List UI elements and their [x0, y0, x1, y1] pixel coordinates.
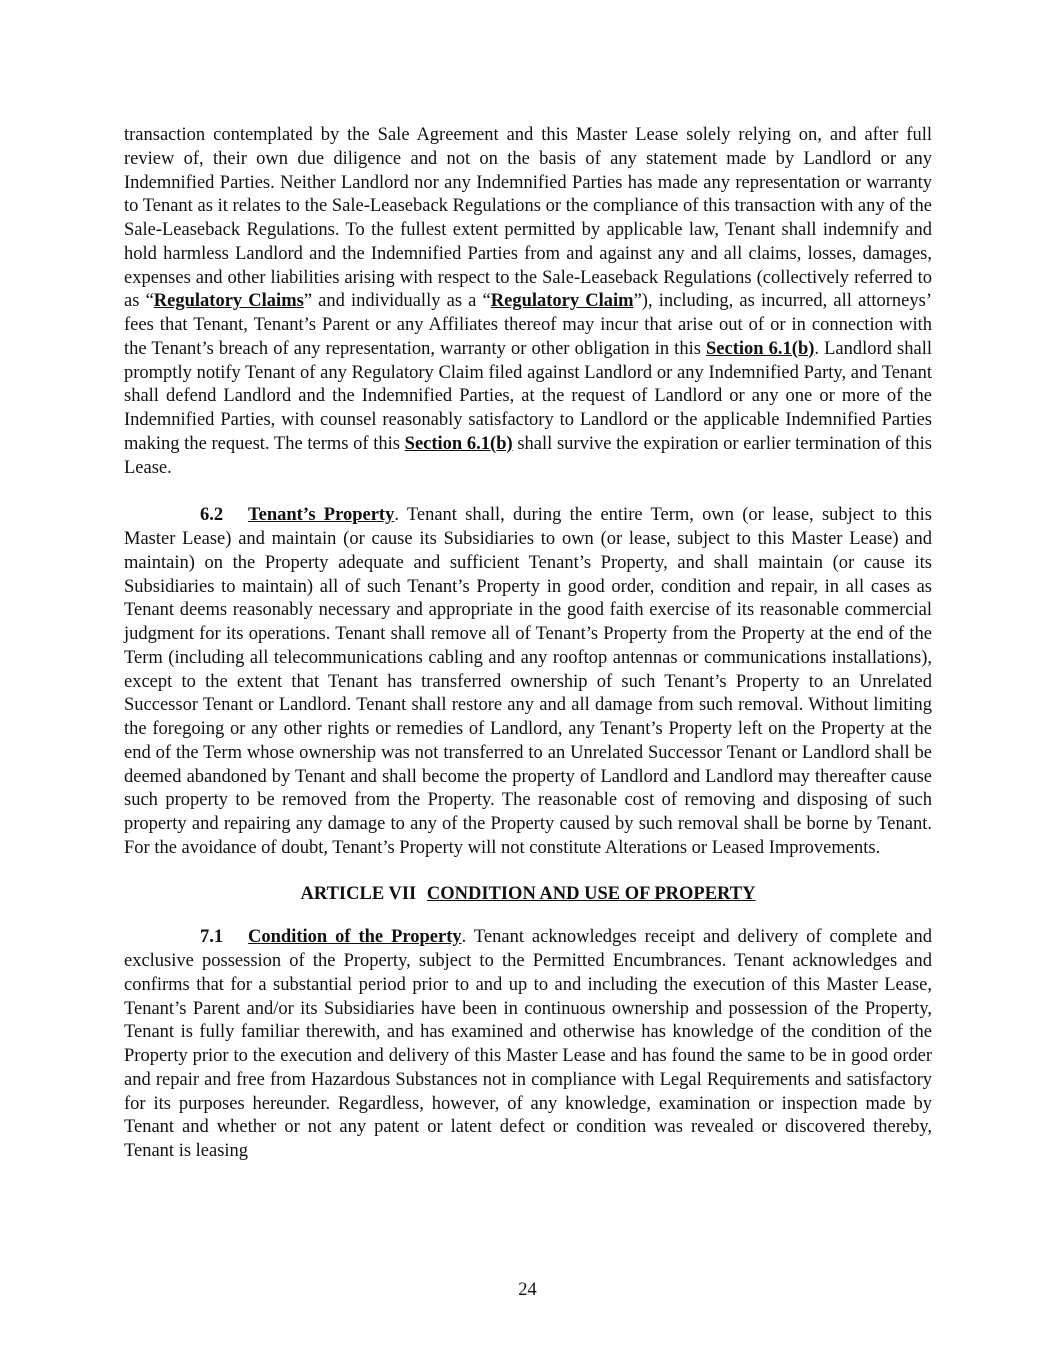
paragraph-text: ” and individually as a “: [303, 291, 491, 312]
section-title: Tenant’s Property: [248, 505, 395, 526]
section-body: . Tenant acknowledges receipt and delivery of complete and exclusive possession of the Property, subject to the Permitted Encumbrances. Tenant acknowledges and confirms that for a substantial period prior to and up to and including the execution of this Master Lease, Tenant’s Parent and/or its Subsidiaries have been in continuous ownership and possession of the Property, Tenant is fully familiar therewith, and has examined and otherwise has knowledge of the condition of the Property prior to the execution and delivery of this Master Lease and has found the same to be in good order and repair and free from Hazardous Substances not in compliance with Legal Requirements and satisfactory for its purposes hereunder. Regardless, however, of any knowledge, examination or inspection made by Tenant and whether or not any patent or latent defect or condition was revealed or discovered thereby, Tenant is leasing: [124, 927, 932, 1161]
article-title: CONDITION AND USE OF PROPERTY: [426, 883, 756, 904]
section-reference: Section 6.1(b): [404, 433, 513, 454]
paragraph-continuation: [124, 124, 932, 480]
defined-term-regulatory-claim: Regulatory Claim: [490, 291, 634, 312]
page-number: 24: [518, 1280, 537, 1300]
paragraph-text: transaction contemplated by the Sale Agreement and this Master Lease solely relying on, and after full review of, their own due diligence and not on the basis of any statement made by Landlord or any Indemnified Parties. Neither Landlord nor any Indemnified Parties has made any representation or warranty to Tenant as it relates to the Sale-Leaseback Regulations or the compliance of this transaction with any of the Sale-Leaseback Regulations. To the fullest extent permitted by applicable law, Tenant shall indemnify and hold harmless Landlord and the Indemnified Parties from and against any and all claims, losses, damages, expenses and other liabilities arising with respect to the Sale-Leaseback Regulations (collectively referred to as “: [124, 125, 932, 312]
section-reference: Section 6.1(b): [706, 338, 815, 359]
section-6-2: [124, 504, 932, 860]
paragraph-text: . Landlord shall promptly notify Tenant of any Regulatory Claim filed against Landlord or any Indemnified Party, and Tenant shall defend Landlord and the Indemnified Parties, at the request of Landlord or any one or more of the Indemnified Parties, with counsel reasonably satisfactory to Landlord or the applicable Indemnified Parties making the request. The terms of this: [124, 338, 932, 454]
paragraph-text: ”), including, as incurred, all attorneys’ fees that Tenant, Tenant’s Parent or any Affiliates thereof may incur that arise out of or in connection with the Tenant’s breach of any representation, warranty or other obligation in this: [124, 291, 932, 359]
section-number: 7.1: [200, 927, 224, 948]
article-label: ARTICLE VII: [300, 883, 417, 904]
section-7-1: [124, 926, 932, 1164]
defined-term-regulatory-claims: Regulatory Claims: [153, 291, 304, 312]
section-title: Condition of the Property: [248, 927, 462, 948]
paragraph-text: shall survive the expiration or earlier termination of this Lease.: [124, 433, 932, 478]
article-heading: [124, 883, 932, 907]
page-body: [124, 124, 932, 1164]
section-number: 6.2: [200, 505, 224, 526]
section-body: . Tenant shall, during the entire Term, own (or lease, subject to this Master Lease) and maintain (or cause its Subsidiaries to own (or lease, subject to this Master Lease) and maintain) on the Property adequate and sufficient Tenant’s Property, and shall maintain (or cause its Subsidiaries to maintain) all of such Tenant’s Property in good order, condition and repair, in all cases as Tenant deems reasonably necessary and appropriate in the good faith exercise of its reasonable commercial judgment for its operations. Tenant shall remove all of Tenant’s Property from the Property at the end of the Term (including all telecommunications cabling and any rooftop antennas or communications installations), except to the extent that Tenant has transferred ownership of such Tenant’s Property to an Unrelated Successor Tenant or Landlord. Tenant shall restore any and all damage from such removal. Without limiting the foregoing or any other rights or remedies of Landlord, any Tenant’s Property left on the Property at the end of the Term whose ownership was not transferred to an Unrelated Successor Tenant or Landlord shall be deemed abandoned by Tenant and shall become the property of Landlord and Landlord may thereafter cause such property to be removed from the Property. The reasonable cost of removing and disposing of such property and repairing any damage to any of the Property caused by such removal shall be borne by Tenant. For the avoidance of doubt, Tenant’s Property will not constitute Alterations or Leased Improvements.: [124, 505, 932, 858]
